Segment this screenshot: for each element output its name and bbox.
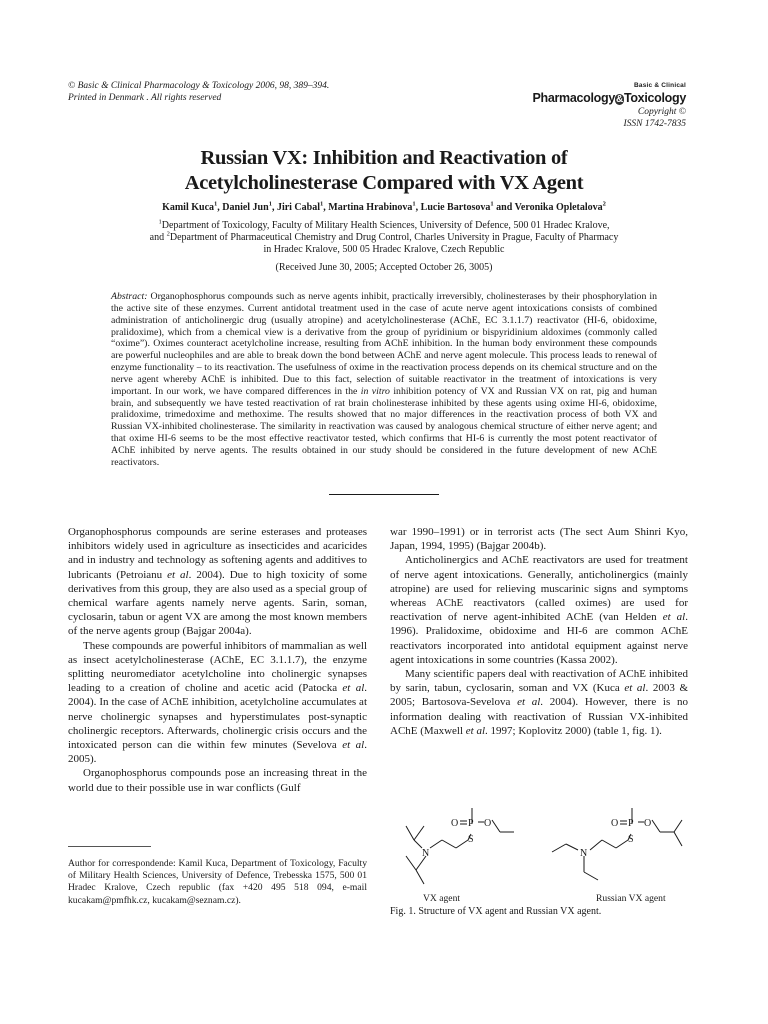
- paragraph-text: . 2005).: [68, 739, 367, 766]
- italic-text: et al: [465, 724, 486, 737]
- author-sup: 1: [268, 200, 272, 208]
- affiliation-line: [104, 232, 664, 244]
- atom-label: P: [628, 818, 634, 829]
- affiliation-line: in Hradec Kralove, 500 05 Hradec Kralove, Czech Republic: [263, 244, 505, 256]
- italic-text: et al: [167, 568, 189, 581]
- atom-label: O: [451, 818, 459, 829]
- paragraph: [68, 525, 367, 639]
- abstract-text: inhibition potency of VX and Russian VX on rat, pig and human brain, and subsequently we have tested reactivation of rat brain cholinesterase inhibited by these agents using oxime HI-6, obidoxime, pralidoxime, trimedoxime and methoxime. The results showed that no major differences in the reactivation process of both VX and Russian VX-inhibited cholinesterase. The similarity in reactivation was caused by analogous chemical structure of either nerve agent; and that oxime HI-6 seems to be the most effective reactivator tested, which confirms that HI-6 is currently the most potent reactivator of AChE inhibited by nerve agents. The results obtained in our study should be considered in the future development of new AChE reactivators.: [111, 385, 657, 468]
- figure-caption: Fig. 1. Structure of VX agent and Russian VX agent.: [390, 906, 602, 917]
- abstract: [111, 291, 657, 469]
- correspondence-footnote: Author for correspondende: Kamil Kuca, Department of Toxicology, Faculty of Military Health Sciences, University of Defence, Trebesska 1575, 500 01 Hradec Kralove, Czech republic (fax +420 495 518 094, e-mail kucakam@pmfhk.cz, kucakam@seznam.cz).: [68, 858, 367, 906]
- vx-label: VX agent: [423, 893, 461, 904]
- journal-logo-part1: Pharmacology: [532, 91, 616, 105]
- atom-label: N: [580, 848, 588, 859]
- atom-label: S: [468, 834, 474, 845]
- affiliation-sup: 1: [158, 218, 162, 226]
- paragraph: [390, 667, 688, 738]
- author-sup: 1: [490, 200, 494, 208]
- printed-line: Printed in Denmark . All rights reserved: [68, 93, 222, 103]
- italic-text: et al: [342, 682, 365, 695]
- italic-text: et al: [624, 682, 646, 695]
- author-name: Jiri Cabal: [276, 202, 320, 213]
- affiliation-line: [104, 220, 664, 232]
- author-name: Lucie Bartosova: [420, 202, 491, 213]
- author-conjunction: and: [496, 202, 513, 213]
- vx-structure: [406, 808, 514, 884]
- affiliation-text: Department of Toxicology, Faculty of Military Health Sciences, University of Defence, 500 01 Hradec Kralove,: [161, 220, 610, 231]
- italic-text: et al: [662, 611, 686, 624]
- author-name: Veronika Opletalova: [514, 202, 603, 213]
- author-sup: 2: [602, 200, 606, 208]
- atom-label: O: [644, 818, 652, 829]
- author-name: Kamil Kuca: [162, 202, 215, 213]
- paragraph-text: . 1997; Koplovitz 2000) (table 1, fig. 1).: [485, 724, 662, 737]
- section-divider: [329, 494, 439, 495]
- paragraph-text: . 2004). In the case of AChE inhibition, acetylcholine accumulates at nerve cholinergic synapses and hyperstimulates post-synaptic cholinergic receptors. Afterwards, cholinergic crisis occurs and the intoxicated person can die within few minutes (Sevelova: [68, 682, 367, 752]
- italic-text: et al: [517, 696, 541, 709]
- journal-masthead: [532, 80, 686, 130]
- paragraph-text: Many scientific papers deal with reactivation of AChE inhibited by sarin, tabun, cyclosarin, soman and VX (Kuca: [390, 668, 688, 695]
- atom-label: O: [484, 818, 492, 829]
- title-line-2: Acetylcholinesterase Compared with VX Agent: [184, 172, 584, 194]
- russian-vx-label: Russian VX agent: [596, 893, 666, 904]
- affiliation-sup: 2: [166, 230, 170, 238]
- journal-logo-part2: Toxicology: [623, 91, 686, 105]
- affiliation-text: Department of Pharmaceutical Chemistry and Drug Control, Charles University in Prague, Faculty of Pharmacy: [169, 232, 619, 244]
- citation-line: © Basic & Clinical Pharmacology & Toxicology 2006, 98, 389–394.: [68, 81, 330, 91]
- issn-line: ISSN 1742-7835: [623, 119, 686, 129]
- paragraph: Organophosphorus compounds pose an increasing threat in the world due to their possible use in war conflicts (Gulf: [68, 767, 367, 794]
- author-sup: 1: [412, 200, 416, 208]
- journal-logo-amp: &: [616, 94, 623, 105]
- atom-label: P: [468, 818, 474, 829]
- author-sup: 1: [214, 200, 218, 208]
- author-name: Daniel Jun: [222, 202, 269, 213]
- received-dates: (Received June 30, 2005; Accepted October 26, 3005): [275, 262, 493, 273]
- paragraph-text: . 1996). Pralidoxime, obidoxime and HI-6 are common AChE reactivators incorporated into antidotal equipment against nerve agent intoxications in some countries (Kassa 2002).: [390, 611, 688, 666]
- paragraph: war 1990–1991) or in terrorist acts (The sect Aum Shinri Kyo, Japan, 1994, 1995) (Bajgar 2004b).: [390, 526, 688, 553]
- affiliations: [104, 220, 664, 257]
- paragraph-text: Organophosphorus compounds are serine esterases and proteases inhibitors widely used in agriculture as insecticides and acaricides and in industry and technology as softening agents and additives to lubricants (Petroianu: [68, 526, 367, 581]
- abstract-text: Organophosphorus compounds such as nerve agents inhibit, practically irreversibly, cholinesterases by their phosphorylation in the active site of these enzymes. Current antidotal treatment used in the case of acute nerve agent intoxications consists of combined administration of anticholinergic drug (usually atropine) and acetylcholinesterase (AChE, EC 3.1.1.7) reactivator (HI-6, obidoxime, pralidoxime), which from a chemical view is a derivative from the group of pyridinium or bispyridinium aldoximes (commonly called “oxime”). Oximes counteract acetylcholine increase, resulting from AChE inhibition. In the human body environment these compounds are powerful nucleophiles and are able to break down the bond between AChE and nerve agent molecule. This process leads to renewal of enzyme functionality – to its reactivation. The usefulness of oxime in the reactivation process depends on its chemical structure and on the nerve agent whereby AChE is inhibited. Due to this fact, selection of suitable reactivator in the treatment of intoxications is very important. In our work, we have compared differences in the: [111, 291, 657, 397]
- footnote-divider: [68, 846, 151, 847]
- russian-vx-atom-labels: [580, 818, 651, 859]
- atom-label: N: [422, 848, 430, 859]
- copyright-line: Copyright ©: [637, 107, 686, 117]
- paragraph-text: Anticholinergics and AChE reactivators are used for treatment of nerve agent intoxications. Generally, anticholinergics (mainly atropine) are used for relieving muscarinic signs and symptoms whereas AChE reactivators (called oximes) are used for reactivation of nerve agent-inhibited AChE (van Helden: [390, 554, 688, 624]
- affiliation-prefix: and: [149, 232, 167, 244]
- abstract-label: Abstract:: [111, 291, 148, 302]
- journal-citation: [68, 80, 329, 104]
- atom-label: S: [628, 834, 634, 845]
- journal-logo-small: Basic & Clinical: [634, 82, 686, 89]
- body-column-left: [68, 525, 367, 795]
- author-list: Kamil Kuca$^1$, Daniel Jun$^1$, Jiri Cabal$^1$, Martina Hrabinova$^1$, Lucie Bartosova$^1$ and Veronika Opletalova$^2$: [162, 200, 606, 213]
- vx-atom-labels: [422, 818, 491, 859]
- abstract-italic: in vitro: [360, 385, 390, 397]
- atom-label: O: [611, 818, 619, 829]
- structure-figure: [398, 790, 698, 905]
- paragraph-text: . 2004). However, there is no information dealing with reactivation of Russian VX-inhibited AChE (Maxwell: [390, 696, 688, 737]
- journal-logo: [532, 92, 686, 106]
- paper-title: [0, 146, 768, 196]
- paragraph: [68, 639, 367, 767]
- paragraph-text: . 2004). Due to high toxicity of some derivatives from this group, they are also used as a special group of chemical warfare agents namely nerve agents. Sarin, soman, cyclosarin, tabun or agent VX are among the most known members of the nerve agents group (Bajgar 2004a).: [68, 568, 367, 638]
- body-column-right: [390, 525, 688, 738]
- author-sup: 1: [320, 200, 324, 208]
- italic-text: et al: [342, 739, 365, 752]
- paragraph-text: These compounds are powerful inhibitors of mammalian as well as insect acetylcholinesterase (AChE, EC 3.1.1.7), the enzyme splitting neuromediator acetylcholine into cholinergic synapses leading to a creation of choline and acetic acid (Patocka: [68, 639, 367, 695]
- paragraph: [390, 553, 688, 667]
- author-name: Martina Hrabinova: [328, 202, 413, 213]
- title-line-1: Russian VX: Inhibition and Reactivation of: [200, 147, 568, 169]
- paragraph-text: . 2003 & 2005; Bartosova-Sevelova: [390, 682, 689, 709]
